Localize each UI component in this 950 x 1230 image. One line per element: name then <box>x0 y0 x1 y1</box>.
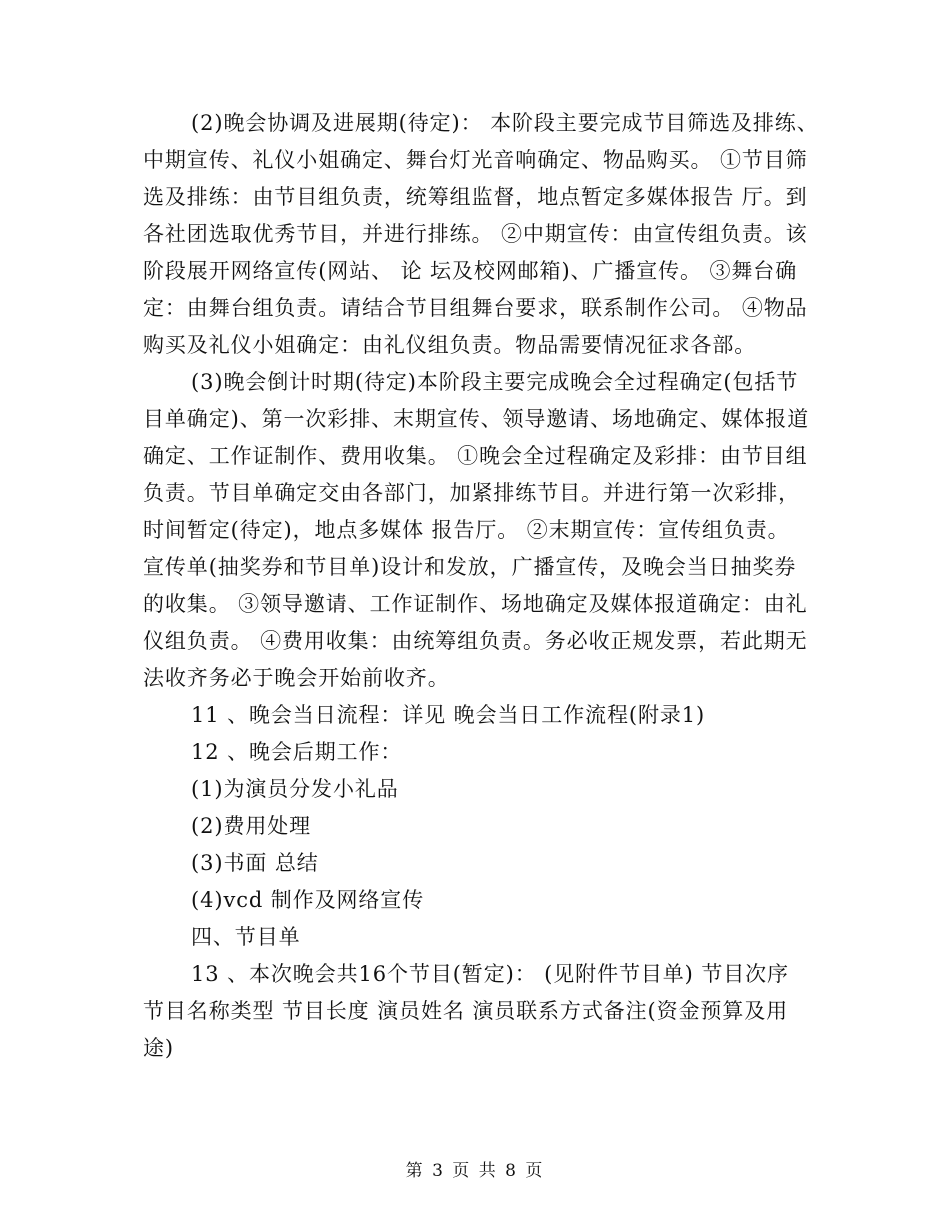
section-item: 11 、晚会当日流程：详见 晚会当日工作流程(附录1) <box>191 703 706 727</box>
list-item: (4)vcd 制作及网络宣传 <box>191 888 425 912</box>
paragraph-line: 中期宣传、礼仪小姐确定、舞台灯光音响确定、物品购买。 ①节目筛 <box>143 148 808 172</box>
paragraph-line: 仪组负责。 ④费用收集：由统筹组负责。务必收正规发票，若此期无 <box>143 629 808 653</box>
paragraph-line: (3)晚会倒计时期(待定)本阶段主要完成晚会全过程确定(包括节 <box>191 370 799 394</box>
paragraph-line: 的收集。 ③领导邀请、工作证制作、场地确定及媒体报道确定：由礼 <box>143 592 808 616</box>
section-item: 13 、本次晚会共16个节目(暂定)： (见附件节目单) 节目次序 <box>191 962 789 986</box>
paragraph-line: 目单确定)、第一次彩排、末期宣传、领导邀请、场地确定、媒体报道 <box>143 407 810 431</box>
list-item: (2)费用处理 <box>191 814 312 838</box>
section-heading: 四、节目单 <box>191 925 301 949</box>
paragraph-line: 定：由舞台组负责。请结合节目组舞台要求，联系制作公司。 ④物品 <box>143 296 808 320</box>
paragraph-line: 节目名称类型 节目长度 演员姓名 演员联系方式备注(资金预算及用 <box>143 999 789 1023</box>
section-item: 12 、晚会后期工作： <box>191 740 403 764</box>
paragraph-line: (2)晚会协调及进展期(待定)： 本阶段主要完成节目筛选及排练、 <box>191 111 819 135</box>
paragraph-line: 法收齐务必于晚会开始前收齐。 <box>143 666 450 690</box>
paragraph-line: 负责。节目单确定交由各部门，加紧排练节目。并进行第一次彩排， <box>143 481 800 505</box>
paragraph-line: 时间暂定(待定)，地点多媒体 报告厅。 ②末期宣传：宣传组负责。 <box>143 518 790 542</box>
list-item: (3)书面 总结 <box>191 851 319 875</box>
paragraph-line: 确定、工作证制作、费用收集。 ①晚会全过程确定及彩排：由节目组 <box>143 444 808 468</box>
paragraph-line: 途) <box>143 1036 174 1060</box>
paragraph-line: 阶段展开网络宣传(网站、 论 坛及校网邮箱)、广播宣传。 ③舞台确 <box>143 259 798 283</box>
paragraph-line: 各社团选取优秀节目，并进行排练。 ②中期宣传：由宣传组负责。该 <box>143 222 808 246</box>
page-number-footer: 第 3 页 共 8 页 <box>405 1161 545 1181</box>
paragraph-line: 购买及礼仪小姐确定：由礼仪组负责。物品需要情况征求各部。 <box>143 333 757 357</box>
paragraph-line: 选及排练：由节目组负责，统筹组监督，地点暂定多媒体报告 厅。到 <box>143 185 808 209</box>
paragraph-line: 宣传单(抽奖券和节目单)设计和发放，广播宣传，及晚会当日抽奖券 <box>143 555 797 579</box>
list-item: (1)为演员分发小礼品 <box>191 777 399 801</box>
